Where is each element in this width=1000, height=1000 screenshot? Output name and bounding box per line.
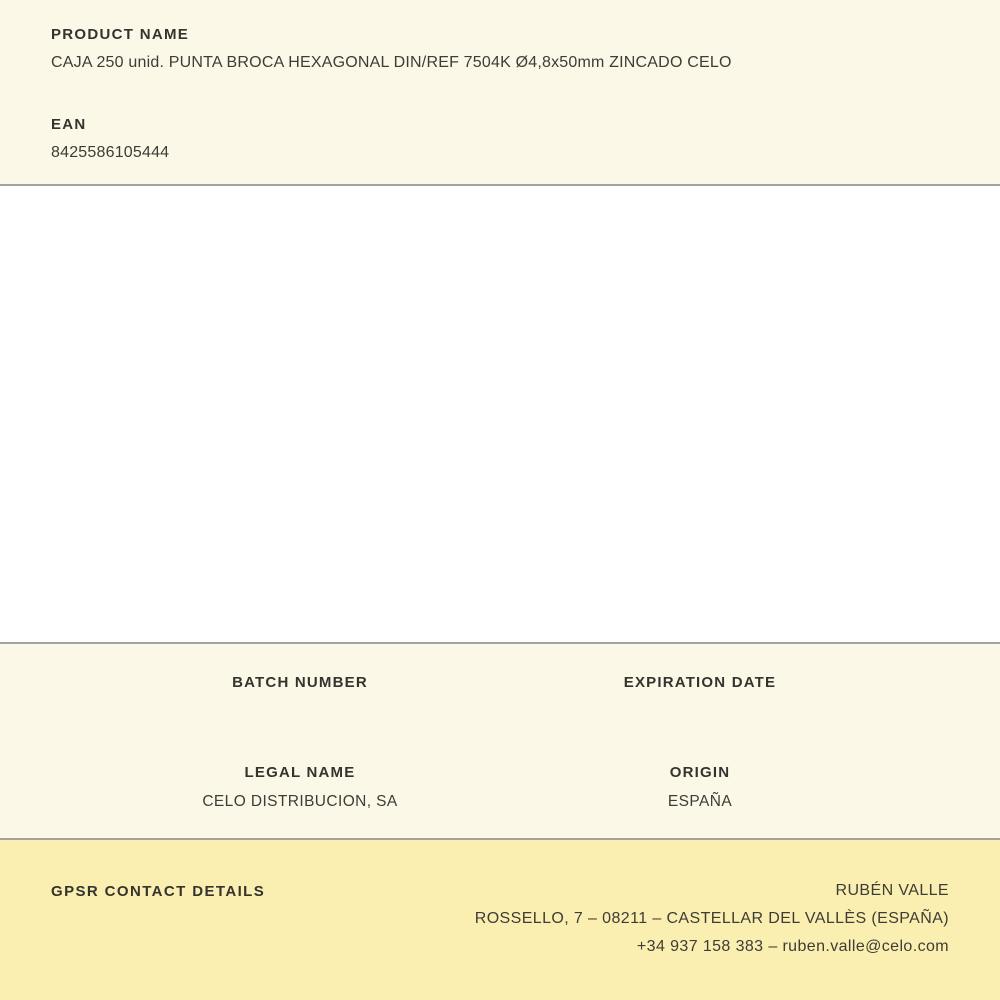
product-name-value: CAJA 250 unid. PUNTA BROCA HEXAGONAL DIN/REF 7504K Ø4,8x50mm ZINCADO CELO: [51, 54, 732, 71]
batch-number-field: [100, 674, 500, 726]
legal-name-field: [100, 764, 500, 816]
gpsr-contact-section: [0, 840, 1000, 1000]
origin-label: ORIGIN: [669, 764, 731, 781]
legal-name-label: LEGAL NAME: [244, 764, 356, 781]
batch-number-value: [100, 702, 500, 726]
traceability-section: [0, 644, 1000, 840]
product-header-section: [0, 0, 1000, 186]
ean-value: 8425586105444: [51, 144, 170, 161]
contact-address: ROSSELLO, 7 – 08211 – CASTELLAR DEL VALLÈS (ESPAÑA): [474, 910, 949, 927]
product-name-field: [51, 26, 949, 72]
origin-value: ESPAÑA: [667, 793, 733, 810]
expiration-date-value: [500, 702, 900, 726]
gpsr-contact-label: GPSR CONTACT DETAILS: [51, 883, 266, 900]
ean-field: [51, 116, 949, 162]
batch-number-label: BATCH NUMBER: [232, 674, 368, 691]
contact-person-name: RUBÉN VALLE: [835, 882, 949, 899]
origin-field: [500, 764, 900, 816]
ean-label: EAN: [51, 116, 87, 133]
legal-name-value: CELO DISTRIBUCION, SA: [202, 793, 398, 810]
gpsr-contact-lines: [265, 877, 949, 961]
expiration-date-field: [500, 674, 900, 726]
product-name-label: PRODUCT NAME: [51, 26, 190, 43]
contact-phone-email: +34 937 158 383 – ruben.valle@celo.com: [636, 938, 949, 955]
traceability-grid: [100, 674, 900, 816]
expiration-date-label: EXPIRATION DATE: [623, 674, 777, 691]
product-image-area: [0, 186, 1000, 644]
